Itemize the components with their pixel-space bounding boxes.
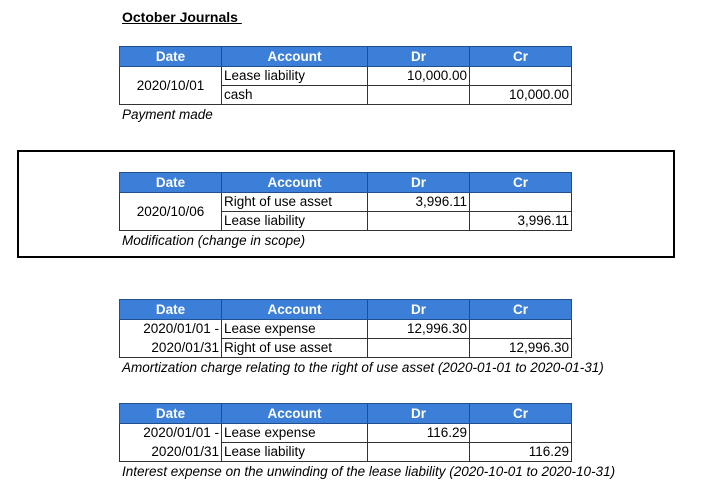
header-row [120, 300, 572, 320]
account-header: Account [222, 300, 368, 320]
journal-table [119, 46, 572, 105]
entry-caption: Interest expense on the unwinding of the lease liability (2020-10-01 to 2020-10-31) [122, 464, 616, 479]
date-cell: 2020/01/01 - [120, 320, 222, 339]
dr-cell [368, 212, 470, 231]
account-cell: cash [222, 86, 368, 105]
cr-header: Cr [470, 47, 572, 67]
account-cell: Lease expense [222, 320, 368, 339]
date-header: Date [120, 404, 222, 424]
cr-header: Cr [470, 300, 572, 320]
table-row [120, 193, 572, 212]
dr-cell [368, 443, 470, 462]
header-row [120, 47, 572, 67]
dr-cell: 3,996.11 [368, 193, 470, 212]
date-cell: 2020/01/31 [120, 443, 222, 462]
dr-cell [368, 86, 470, 105]
date-header: Date [120, 47, 222, 67]
table-row [120, 339, 572, 358]
page-title: October Journals [122, 9, 242, 25]
entry-caption: Payment made [122, 107, 213, 122]
date-cell: 2020/01/01 - [120, 424, 222, 443]
journal-entry-interest [119, 403, 615, 479]
table-row [120, 443, 572, 462]
header-row [120, 404, 572, 424]
account-header: Account [222, 404, 368, 424]
entry-caption: Modification (change in scope) [122, 233, 306, 248]
cr-header: Cr [470, 404, 572, 424]
account-cell: Lease expense [222, 424, 368, 443]
journal-table [119, 172, 572, 231]
cr-cell: 116.29 [470, 443, 572, 462]
entry-caption: Amortization charge relating to the right of use asset (2020-01-01 to 2020-01-31) [122, 360, 604, 375]
journal-table [119, 403, 572, 462]
dr-header: Dr [368, 404, 470, 424]
cr-cell [470, 320, 572, 339]
account-cell: Right of use asset [222, 339, 368, 358]
account-cell: Lease liability [222, 212, 368, 231]
table-row [120, 320, 572, 339]
journal-entry-amortization [119, 299, 604, 375]
date-header: Date [120, 300, 222, 320]
dr-cell [368, 339, 470, 358]
cr-cell: 3,996.11 [470, 212, 572, 231]
account-header: Account [222, 47, 368, 67]
journal-entry-payment [119, 46, 572, 122]
cr-cell: 12,996.30 [470, 339, 572, 358]
cr-cell [470, 67, 572, 86]
table-row [120, 424, 572, 443]
date-header: Date [120, 173, 222, 193]
cr-cell [470, 193, 572, 212]
cr-header: Cr [470, 173, 572, 193]
account-header: Account [222, 173, 368, 193]
date-cell: 2020/10/01 [120, 67, 222, 105]
date-cell: 2020/01/31 [120, 339, 222, 358]
dr-cell: 10,000.00 [368, 67, 470, 86]
table-row [120, 67, 572, 86]
dr-header: Dr [368, 173, 470, 193]
account-cell: Lease liability [222, 443, 368, 462]
header-row [120, 173, 572, 193]
date-cell: 2020/10/06 [120, 193, 222, 231]
journal-table [119, 299, 572, 358]
dr-cell: 12,996.30 [368, 320, 470, 339]
account-cell: Lease liability [222, 67, 368, 86]
dr-header: Dr [368, 47, 470, 67]
dr-cell: 116.29 [368, 424, 470, 443]
account-cell: Right of use asset [222, 193, 368, 212]
journal-entry-modification [119, 172, 572, 248]
cr-cell: 10,000.00 [470, 86, 572, 105]
dr-header: Dr [368, 300, 470, 320]
cr-cell [470, 424, 572, 443]
